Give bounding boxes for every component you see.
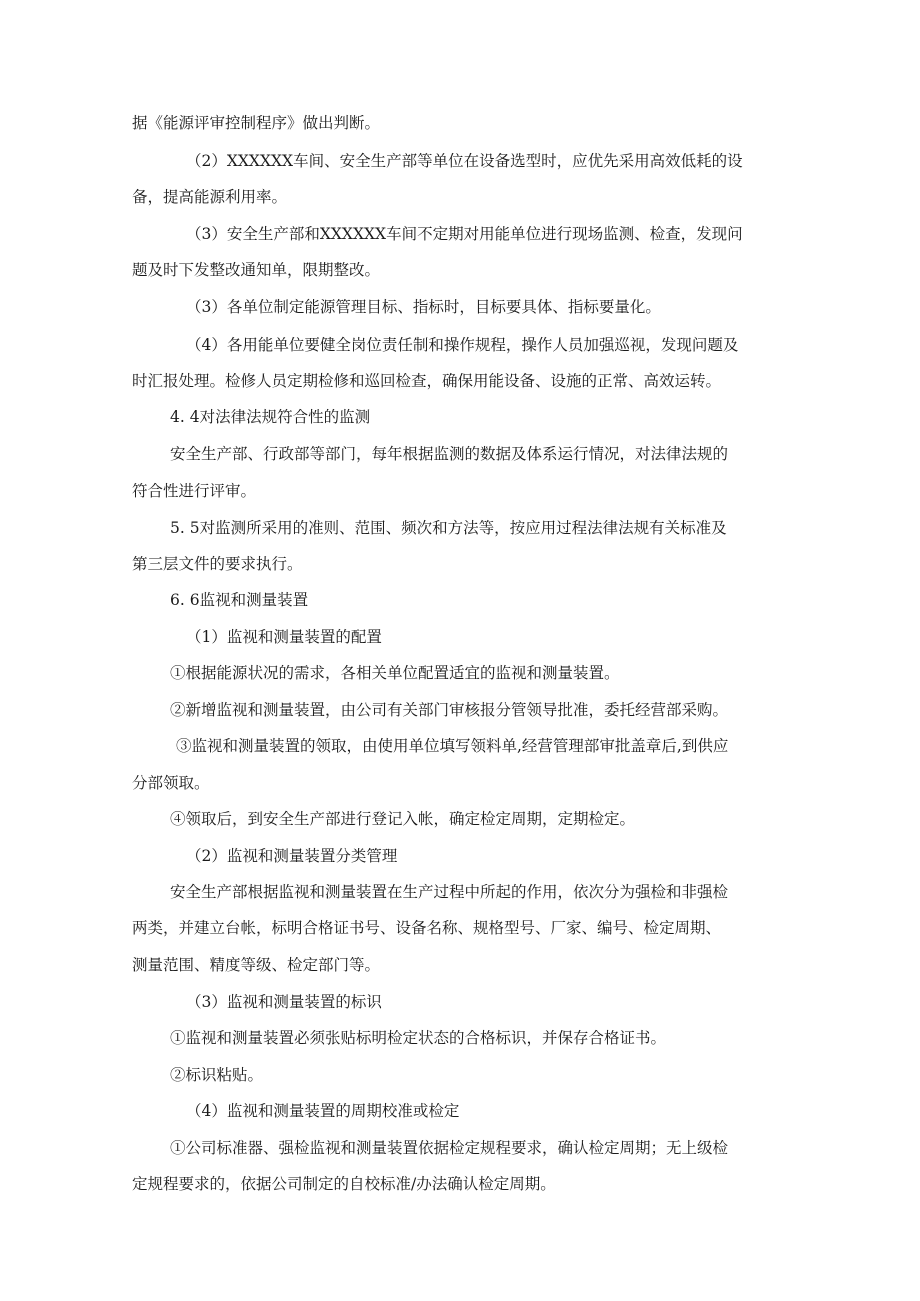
text-line: 第三层文件的要求执行。 bbox=[132, 555, 303, 573]
section-heading: 5. 5对监测所采用的准则、范围、频次和方法等，按应用过程法律法规有关标准及 bbox=[170, 519, 727, 537]
text-line: 分部领取。 bbox=[132, 774, 210, 792]
text-line: 时汇报处理。检修人员定期检修和巡回检查，确保用能设备、设施的正常、高效运转。 bbox=[132, 372, 722, 390]
subsection-heading: （4）监视和测量装置的周期校准或检定 bbox=[186, 1102, 460, 1120]
text-line: 定规程要求的，依据公司制定的自校标准/办法确认检定周期。 bbox=[132, 1175, 556, 1193]
subsection-heading: （2）监视和测量装置分类管理 bbox=[186, 847, 398, 865]
list-item: ②新增监视和测量装置，由公司有关部门审核报分管领导批准，委托经营部采购。 bbox=[170, 701, 729, 719]
section-heading: 4. 4对法律法规符合性的监测 bbox=[170, 408, 371, 426]
text-line: 安全生产部根据监视和测量装置在生产过程中所起的作用，依次分为强检和非强检 bbox=[170, 883, 729, 901]
subsection-heading: （3）监视和测量装置的标识 bbox=[186, 993, 382, 1011]
list-item: ③监视和测量装置的领取，由使用单位填写领料单,经营管理部审批盖章后,到供应 bbox=[176, 737, 729, 755]
text-line: （2）XXXXXX车间、安全生产部等单位在设备选型时，应优先采用高效低耗的设 bbox=[186, 152, 743, 170]
text-line: 题及时下发整改通知单，限期整改。 bbox=[132, 261, 381, 279]
list-item: ①公司标准器、强检监视和测量装置依据检定规程要求，确认检定周期；无上级检 bbox=[170, 1139, 729, 1157]
section-heading: 6. 6监视和测量装置 bbox=[170, 591, 309, 609]
text-line: 备，提高能源利用率。 bbox=[132, 188, 288, 206]
list-item: ①监视和测量装置必须张贴标明检定状态的合格标识，并保存合格证书。 bbox=[170, 1029, 667, 1047]
subsection-heading: （1）监视和测量装置的配置 bbox=[186, 628, 382, 646]
text-line: 安全生产部、行政部等部门，每年根据监测的数据及体系运行情况，对法律法规的 bbox=[170, 445, 729, 463]
list-item: ①根据能源状况的需求，各相关单位配置适宜的监视和测量装置。 bbox=[170, 664, 620, 682]
list-item: ②标识粘贴。 bbox=[170, 1066, 264, 1084]
text-line: 测量范围、精度等级、检定部门等。 bbox=[132, 956, 381, 974]
text-line: 两类，并建立台帐，标明合格证书号、设备名称、规格型号、厂家、编号、检定周期、 bbox=[132, 919, 722, 937]
text-line: 据《能源评审控制程序》做出判断。 bbox=[132, 114, 381, 132]
list-item: ④领取后，到安全生产部进行登记入帐，确定检定周期，定期检定。 bbox=[170, 810, 636, 828]
text-line: 符合性进行评审。 bbox=[132, 482, 257, 500]
text-line: （3）各单位制定能源管理目标、指标时，目标要具体、指标要量化。 bbox=[186, 298, 661, 316]
text-line: （4）各用能单位要健全岗位责任制和操作规程，操作人员加强巡视，发现问题及 bbox=[186, 336, 739, 354]
text-line: （3）安全生产部和XXXXXX车间不定期对用能单位进行现场监测、检查，发现问 bbox=[186, 225, 743, 243]
